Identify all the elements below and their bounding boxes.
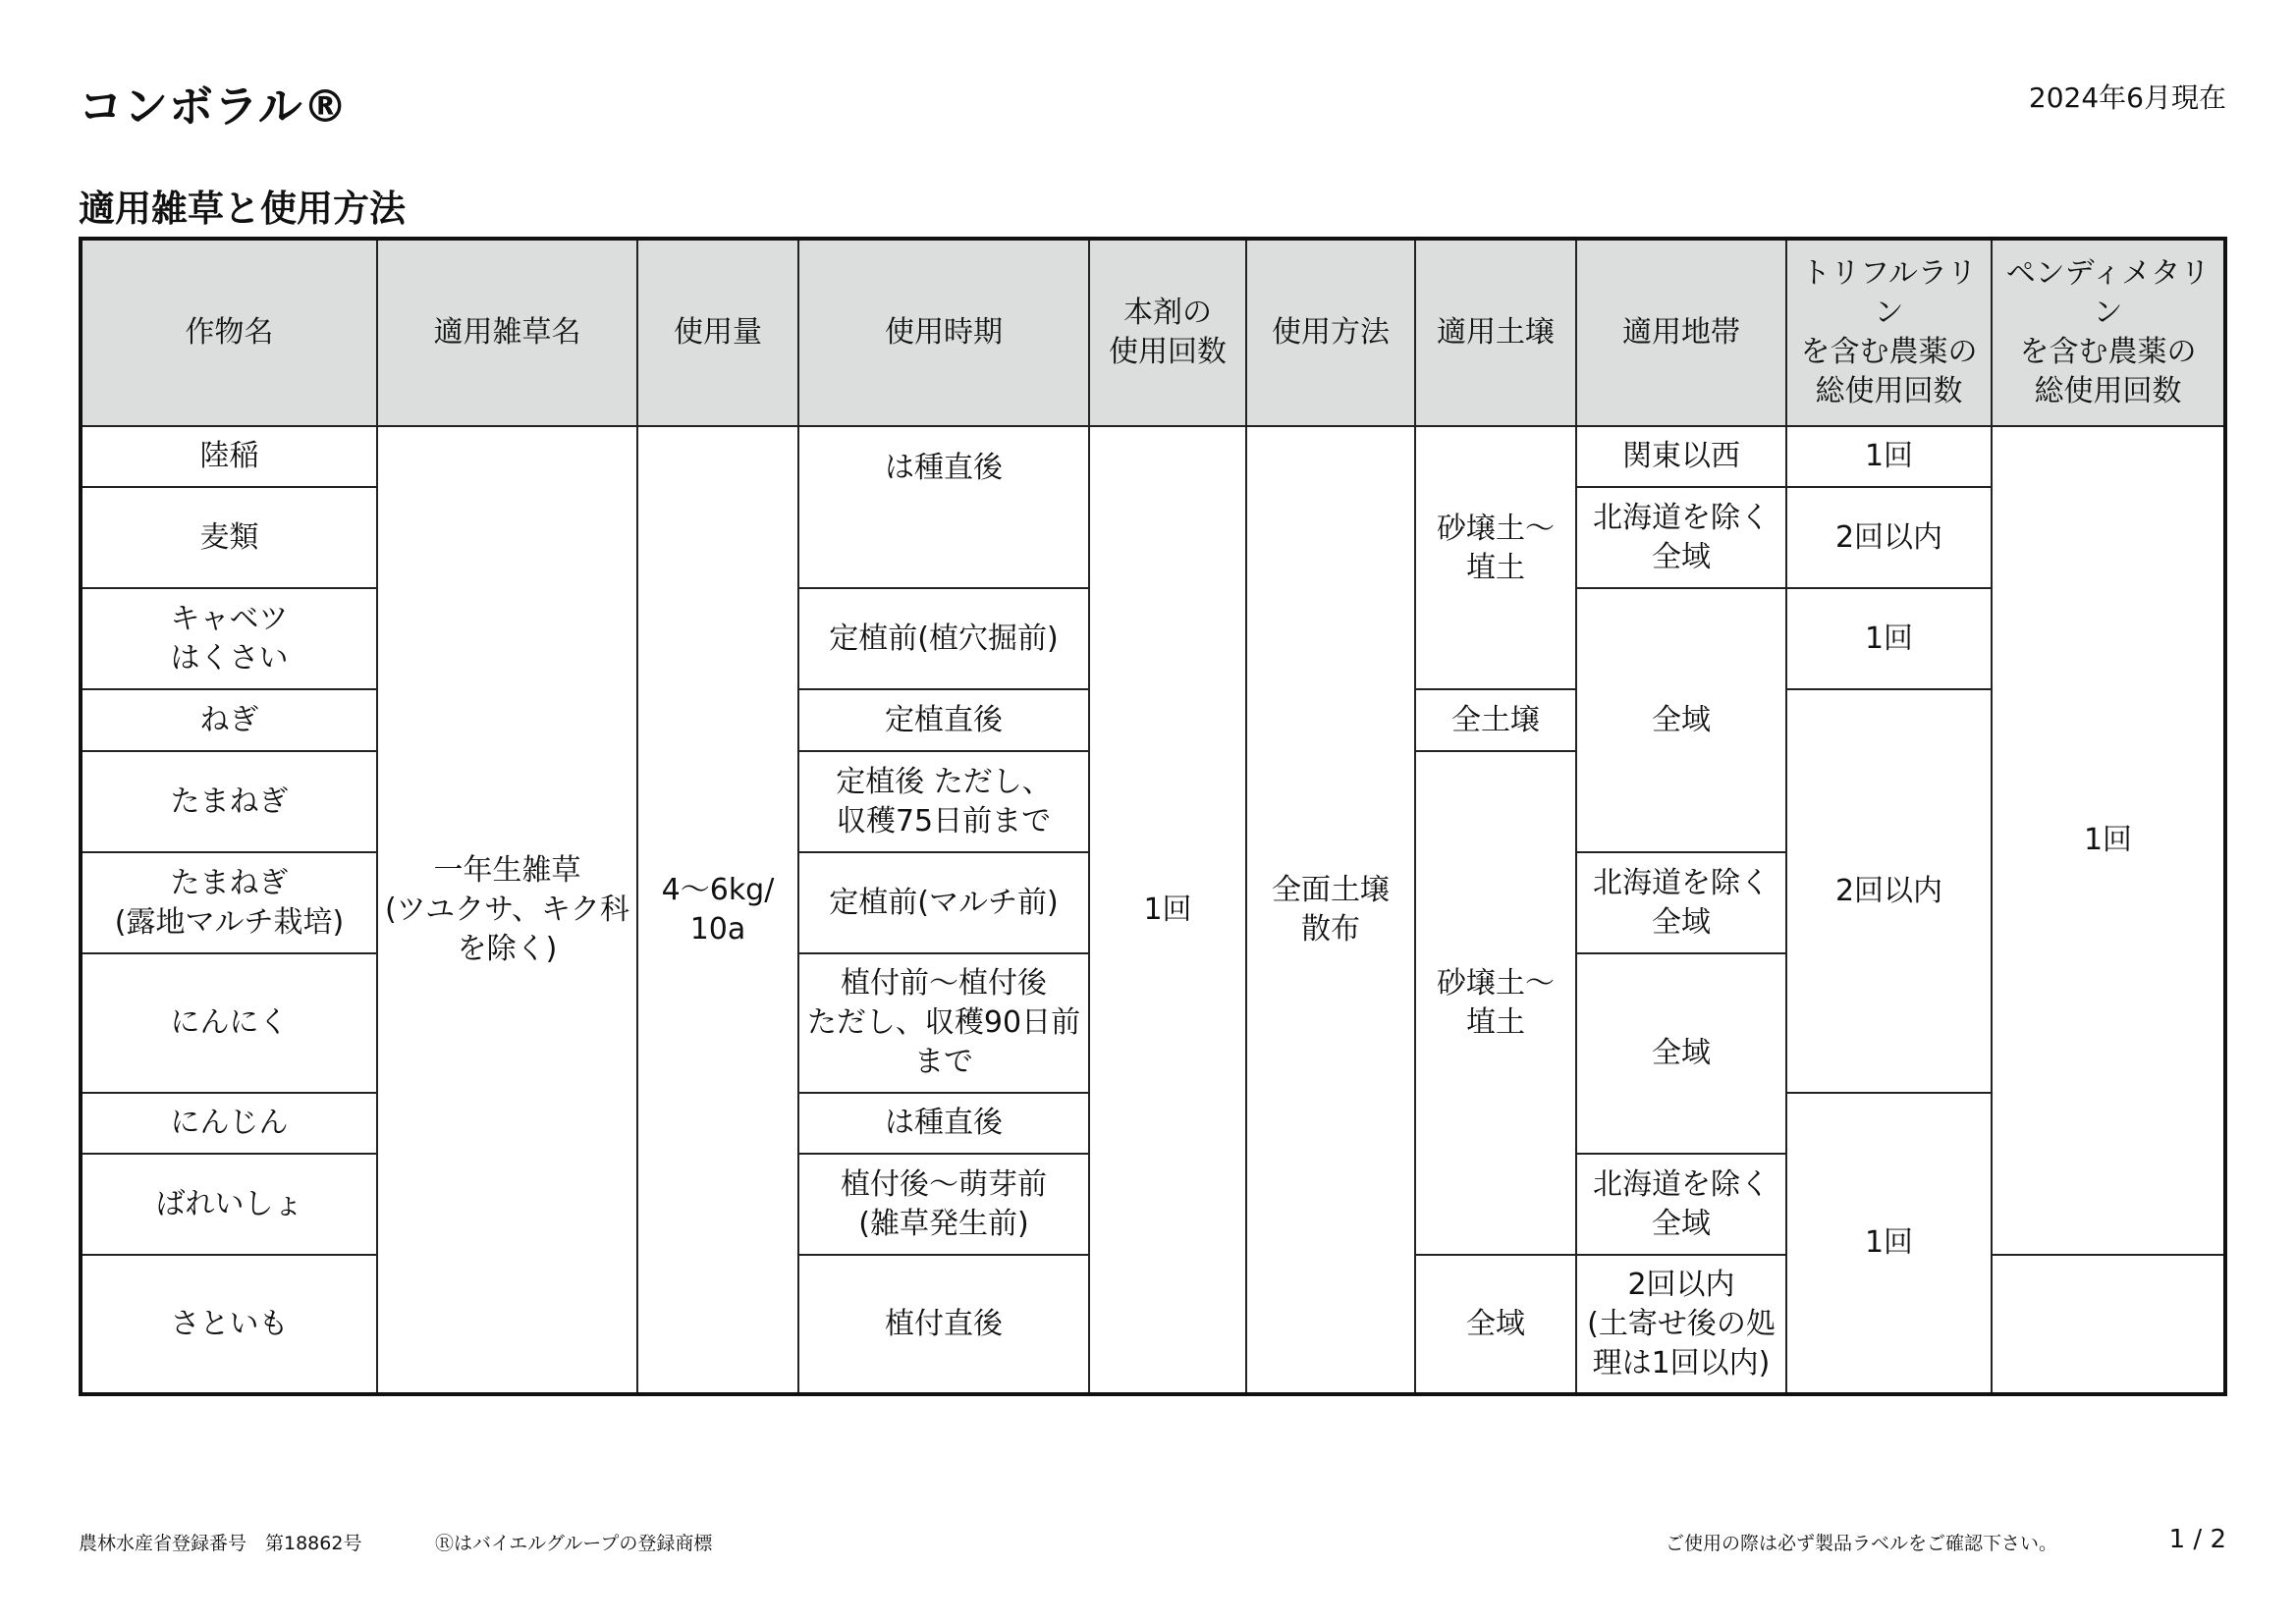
table-row: [81, 426, 2225, 487]
crop-cell: 麦類: [81, 487, 377, 588]
crop-cell: キャベツ はくさい: [81, 588, 377, 689]
timing-cell: 植付前〜植付後 ただし、収穫90日前 まで: [798, 953, 1089, 1093]
weed-cell: 一年生雑草 (ツユクサ、キク科 を除く): [377, 426, 637, 1394]
trifluralin-cell: 1回: [1786, 588, 1992, 689]
crop-cell: さといも: [81, 1255, 377, 1394]
trifluralin-cell: 1回: [1786, 426, 1992, 487]
soil-cell: 砂壌土〜 埴土: [1415, 426, 1576, 689]
count-cell: 1回: [1089, 426, 1246, 1394]
usage-table: [79, 237, 2227, 1396]
header-amount: 使用量: [637, 239, 798, 426]
timing-cell: 定植直後: [798, 689, 1089, 751]
header-count: 本剤の 使用回数: [1089, 239, 1246, 426]
registration-number: 農林水産省登録番号 第18862号: [79, 1533, 362, 1554]
method-cell: 全面土壌 散布: [1246, 426, 1415, 1394]
region-cell: 北海道を除く 全域: [1576, 852, 1786, 953]
region-cell: 関東以西: [1576, 426, 1786, 487]
crop-cell: ばれいしょ: [81, 1154, 377, 1255]
header-region: 適用地帯: [1576, 239, 1786, 426]
timing-cell: 定植前(植穴掘前): [798, 588, 1089, 689]
crop-cell: ねぎ: [81, 689, 377, 751]
trifluralin-cell: 1回: [1786, 1093, 1992, 1394]
header-trifluralin: トリフルラリン を含む農薬の 総使用回数: [1786, 239, 1992, 426]
timing-cell: 定植後 ただし、 収穫75日前まで: [798, 751, 1089, 852]
date-label: 2024年6月現在: [2028, 81, 2226, 114]
amount-cell: 4〜6kg/ 10a: [637, 426, 798, 1394]
header-soil: 適用土壌: [1415, 239, 1576, 426]
trademark-note: Ⓡはバイエルグループの登録商標: [435, 1533, 713, 1554]
crop-cell: たまねぎ: [81, 751, 377, 852]
trifluralin-cell: 2回以内: [1786, 487, 1992, 588]
soil-cell: 全土壌: [1415, 689, 1576, 751]
table-header-row: [81, 239, 2225, 426]
crop-cell: 陸稲: [81, 426, 377, 487]
section-title: 適用雑草と使用方法: [79, 188, 406, 230]
region-cell: 北海道を除く 全域: [1576, 487, 1786, 588]
region-cell: 全域: [1576, 588, 1786, 852]
timing-cell: 植付直後: [798, 1255, 1089, 1394]
timing-cell: は種直後: [798, 426, 1089, 588]
timing-cell: 植付後〜萌芽前 (雑草発生前): [798, 1154, 1089, 1255]
header-pendimethalin: ペンディメタリン を含む農薬の 総使用回数: [1992, 239, 2225, 426]
soil-cell: 砂壌土〜 埴土: [1415, 751, 1576, 1255]
crop-cell: にんにく: [81, 953, 377, 1093]
usage-notice: ご使用の際は必ず製品ラベルをご確認下さい。: [1666, 1533, 2058, 1554]
pendimethalin-cell: 1回: [1992, 426, 2225, 1255]
crop-cell: たまねぎ (露地マルチ栽培): [81, 852, 377, 953]
header-timing: 使用時期: [798, 239, 1089, 426]
timing-cell: 定植前(マルチ前): [798, 852, 1089, 953]
timing-cell: は種直後: [798, 1093, 1089, 1154]
pendimethalin-cell: 2回以内 (土寄せ後の処 理は1回以内): [1576, 1255, 1786, 1394]
header-weed: 適用雑草名: [377, 239, 637, 426]
region-cell: 北海道を除く 全域: [1576, 1154, 1786, 1255]
header-crop: 作物名: [81, 239, 377, 426]
region-cell: 全域: [1415, 1255, 1576, 1394]
product-title: コンボラル®: [79, 81, 349, 133]
header-method: 使用方法: [1246, 239, 1415, 426]
trifluralin-cell: 2回以内: [1786, 689, 1992, 1093]
page-number: 1 / 2: [2168, 1525, 2226, 1554]
crop-cell: にんじん: [81, 1093, 377, 1154]
region-cell: 全域: [1576, 953, 1786, 1154]
